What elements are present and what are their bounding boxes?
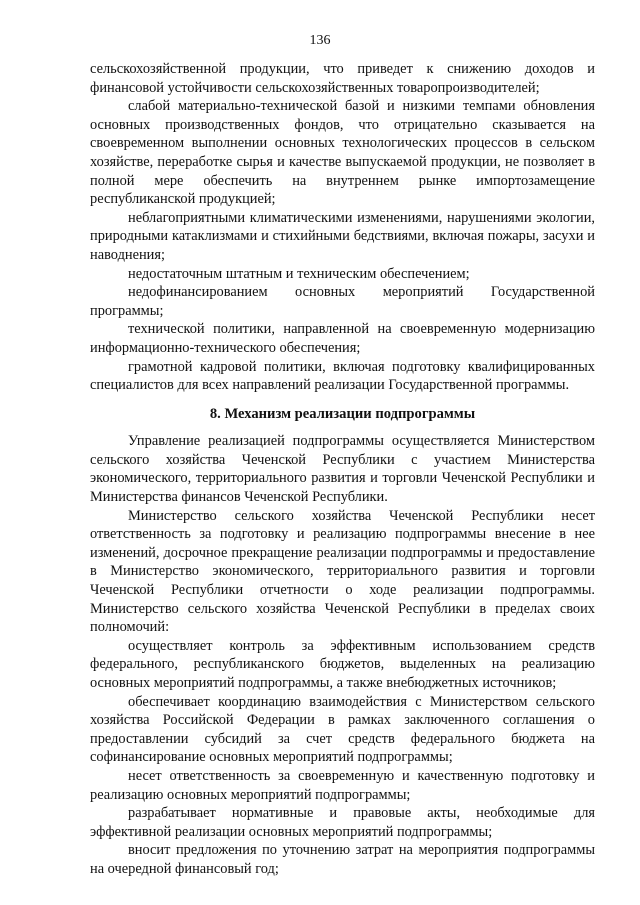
paragraph: сельскохозяйственной продукции, что приведет к снижению доходов и финансовой устойчивости сельскохозяйственных товаропроизводителей; [90,61,595,96]
paragraph: слабой материально-технической базой и низкими темпами обновления основных производственных фондов, что отрицательно сказывается на своевременном выполнении основных технологических процессов в сельском хозяйстве, переработке сырья и качестве выпускаемой продукции, не позволяет в полной мере обеспечить на внутреннем рынке импортозамещение республиканской продукцией; [90,98,595,208]
paragraph: разрабатывает нормативные и правовые акты, необходимые для эффективной реализации основных мероприятий подпрограммы; [90,805,595,840]
paragraph: вносит предложения по уточнению затрат на мероприятия подпрограммы на очередной финансовый год; [90,842,595,877]
paragraph: обеспечивает координацию взаимодействия с Министерством сельского хозяйства Российской Федерации в рамках заключенного соглашения о предоставлении субсидий за счет средств федерального бюджета на софинансирование основных мероприятий подпрограммы; [90,693,595,766]
paragraph: Министерство сельского хозяйства Чеченской Республики несет ответственность за подготовку и реализацию подпрограммы внесение в нее изменений, досрочное прекращение реализации подпрограммы и предоставление в Министерство экономического, территориального развития и торговли Чеченской Республики отчетности о ходе реализации подпрограммы. Министерство сельского хозяйства Чеченской Республики в пределах своих полномочий: [90,507,595,636]
section-heading: 8. Механизм реализации подпрограммы [209,405,476,422]
paragraph: технической политики, направленной на своевременную модернизацию информационно-технического обеспечения; [90,321,595,356]
paragraph: недофинансированием основных мероприятий Государственной программы; [90,284,595,319]
paragraph: Управление реализацией подпрограммы осуществляется Министерством сельского хозяйства Чеченской Республики с участием Министерства экономического, территориального развития и торговли Чеченской Республики и Министерства финансов Чеченской Республики. [90,433,595,506]
paragraph: осуществляет контроль за эффективным использованием средств федерального, республиканского бюджетов, выделенных на реализацию основных мероприятий подпрограммы, а также внебюджетных источников; [90,637,595,691]
document-body [90,60,595,879]
paragraph: неблагоприятными климатическими изменениями, нарушениями экологии, природными катаклизмами и стихийными бедствиями, включая пожары, засухи и наводнения; [90,209,595,263]
paragraph: недостаточным штатным и техническим обеспечением; [128,265,470,282]
paragraph: грамотной кадровой политики, включая подготовку квалифицированных специалистов для всех направлений реализации Государственной программы. [90,358,595,394]
paragraph: несет ответственность за своевременную и качественную подготовку и реализацию основных мероприятий подпрограммы; [90,767,595,803]
page-number: 136 [309,33,331,48]
